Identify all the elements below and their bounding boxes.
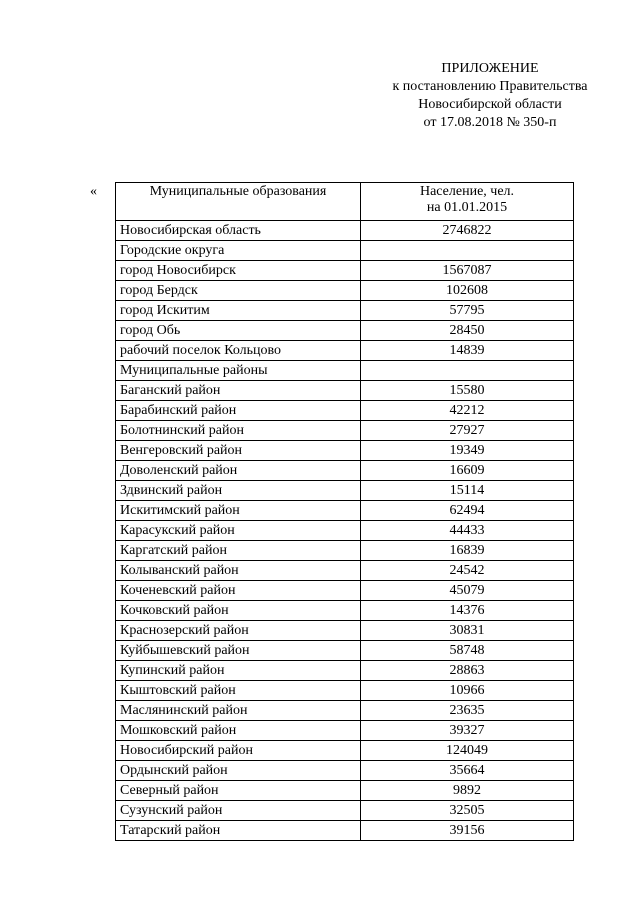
population-header-line1: Население, чел. (419, 184, 515, 199)
table-row (116, 641, 574, 661)
population-value: 9892 (361, 781, 574, 801)
table-row (116, 341, 574, 361)
population-value: 44433 (361, 521, 574, 541)
municipality-name: Колыванский район (116, 561, 361, 581)
municipality-name: Муниципальные районы (116, 361, 361, 381)
municipality-name: Болотнинский район (116, 421, 361, 441)
population-table (115, 182, 574, 841)
municipality-name: Татарский район (116, 821, 361, 841)
population-value: 102608 (361, 281, 574, 301)
document-header (380, 60, 600, 132)
population-value: 23635 (361, 701, 574, 721)
municipality-name: Северный район (116, 781, 361, 801)
table-row (116, 481, 574, 501)
table-row (116, 441, 574, 461)
population-value: 58748 (361, 641, 574, 661)
population-value: 24542 (361, 561, 574, 581)
population-value: 57795 (361, 301, 574, 321)
table-row (116, 581, 574, 601)
population-value: 10966 (361, 681, 574, 701)
population-value: 39327 (361, 721, 574, 741)
population-header-line2: на 01.01.2015 (426, 200, 508, 215)
municipality-name: Кыштовский район (116, 681, 361, 701)
municipality-name: город Обь (116, 321, 361, 341)
table-row (116, 601, 574, 621)
municipality-name: Карасукский район (116, 521, 361, 541)
municipality-name: Кочковский район (116, 601, 361, 621)
table-row (116, 741, 574, 761)
population-value (361, 241, 574, 261)
opening-quote-mark: « (90, 184, 97, 199)
municipality-name: город Новосибирск (116, 261, 361, 281)
population-value (361, 361, 574, 381)
municipality-name: Купинский район (116, 661, 361, 681)
table-row (116, 781, 574, 801)
table-row (116, 761, 574, 781)
population-value: 15114 (361, 481, 574, 501)
population-value: 27927 (361, 421, 574, 441)
table-row (116, 301, 574, 321)
column-header-municipalities: Муниципальные образования (116, 183, 361, 221)
municipality-name: рабочий поселок Кольцово (116, 341, 361, 361)
municipality-name: Каргатский район (116, 541, 361, 561)
table-row (116, 721, 574, 741)
municipality-name: город Бердск (116, 281, 361, 301)
population-value: 30831 (361, 621, 574, 641)
appendix-ref-line: к постановлению Правительства (392, 79, 588, 94)
population-value: 42212 (361, 401, 574, 421)
municipality-name: город Искитим (116, 301, 361, 321)
municipality-name: Маслянинский район (116, 701, 361, 721)
table-row (116, 281, 574, 301)
table-body (116, 221, 574, 841)
table-row (116, 461, 574, 481)
population-value: 16609 (361, 461, 574, 481)
population-value: 39156 (361, 821, 574, 841)
population-value: 2746822 (361, 221, 574, 241)
population-value: 14376 (361, 601, 574, 621)
municipality-name: Новосибирский район (116, 741, 361, 761)
population-value: 45079 (361, 581, 574, 601)
appendix-date-line: от 17.08.2018 № 350-п (423, 115, 557, 130)
table-row (116, 401, 574, 421)
table-row (116, 321, 574, 341)
appendix-region-line: Новосибирской области (418, 97, 562, 112)
table-row (116, 381, 574, 401)
table-row (116, 421, 574, 441)
table-row (116, 821, 574, 841)
table-row (116, 561, 574, 581)
municipality-name: Городские округа (116, 241, 361, 261)
municipality-name: Доволенский район (116, 461, 361, 481)
population-value: 28863 (361, 661, 574, 681)
population-value: 28450 (361, 321, 574, 341)
population-value: 15580 (361, 381, 574, 401)
table-row (116, 361, 574, 381)
municipality-name: Венгеровский район (116, 441, 361, 461)
table-row (116, 521, 574, 541)
population-value: 35664 (361, 761, 574, 781)
table-header-row (116, 183, 574, 221)
table-row (116, 621, 574, 641)
table-row (116, 801, 574, 821)
table-row (116, 701, 574, 721)
municipality-name: Барабинский район (116, 401, 361, 421)
column-header-population (361, 183, 574, 221)
table-row (116, 661, 574, 681)
population-value: 1567087 (361, 261, 574, 281)
municipality-name: Куйбышевский район (116, 641, 361, 661)
appendix-title: ПРИЛОЖЕНИЕ (441, 61, 539, 76)
table-row (116, 681, 574, 701)
municipality-name: Баганский район (116, 381, 361, 401)
table-row (116, 241, 574, 261)
table-row (116, 261, 574, 281)
municipality-name: Мошковский район (116, 721, 361, 741)
municipality-name: Краснозерский район (116, 621, 361, 641)
municipality-name: Ордынский район (116, 761, 361, 781)
municipality-name: Новосибирская область (116, 221, 361, 241)
municipality-name: Здвинский район (116, 481, 361, 501)
population-value: 124049 (361, 741, 574, 761)
municipality-name: Сузунский район (116, 801, 361, 821)
population-value: 19349 (361, 441, 574, 461)
population-value: 16839 (361, 541, 574, 561)
population-value: 62494 (361, 501, 574, 521)
population-value: 14839 (361, 341, 574, 361)
municipality-name: Коченевский район (116, 581, 361, 601)
population-value: 32505 (361, 801, 574, 821)
municipality-name: Искитимский район (116, 501, 361, 521)
table-row (116, 221, 574, 241)
table-row (116, 541, 574, 561)
table-row (116, 501, 574, 521)
